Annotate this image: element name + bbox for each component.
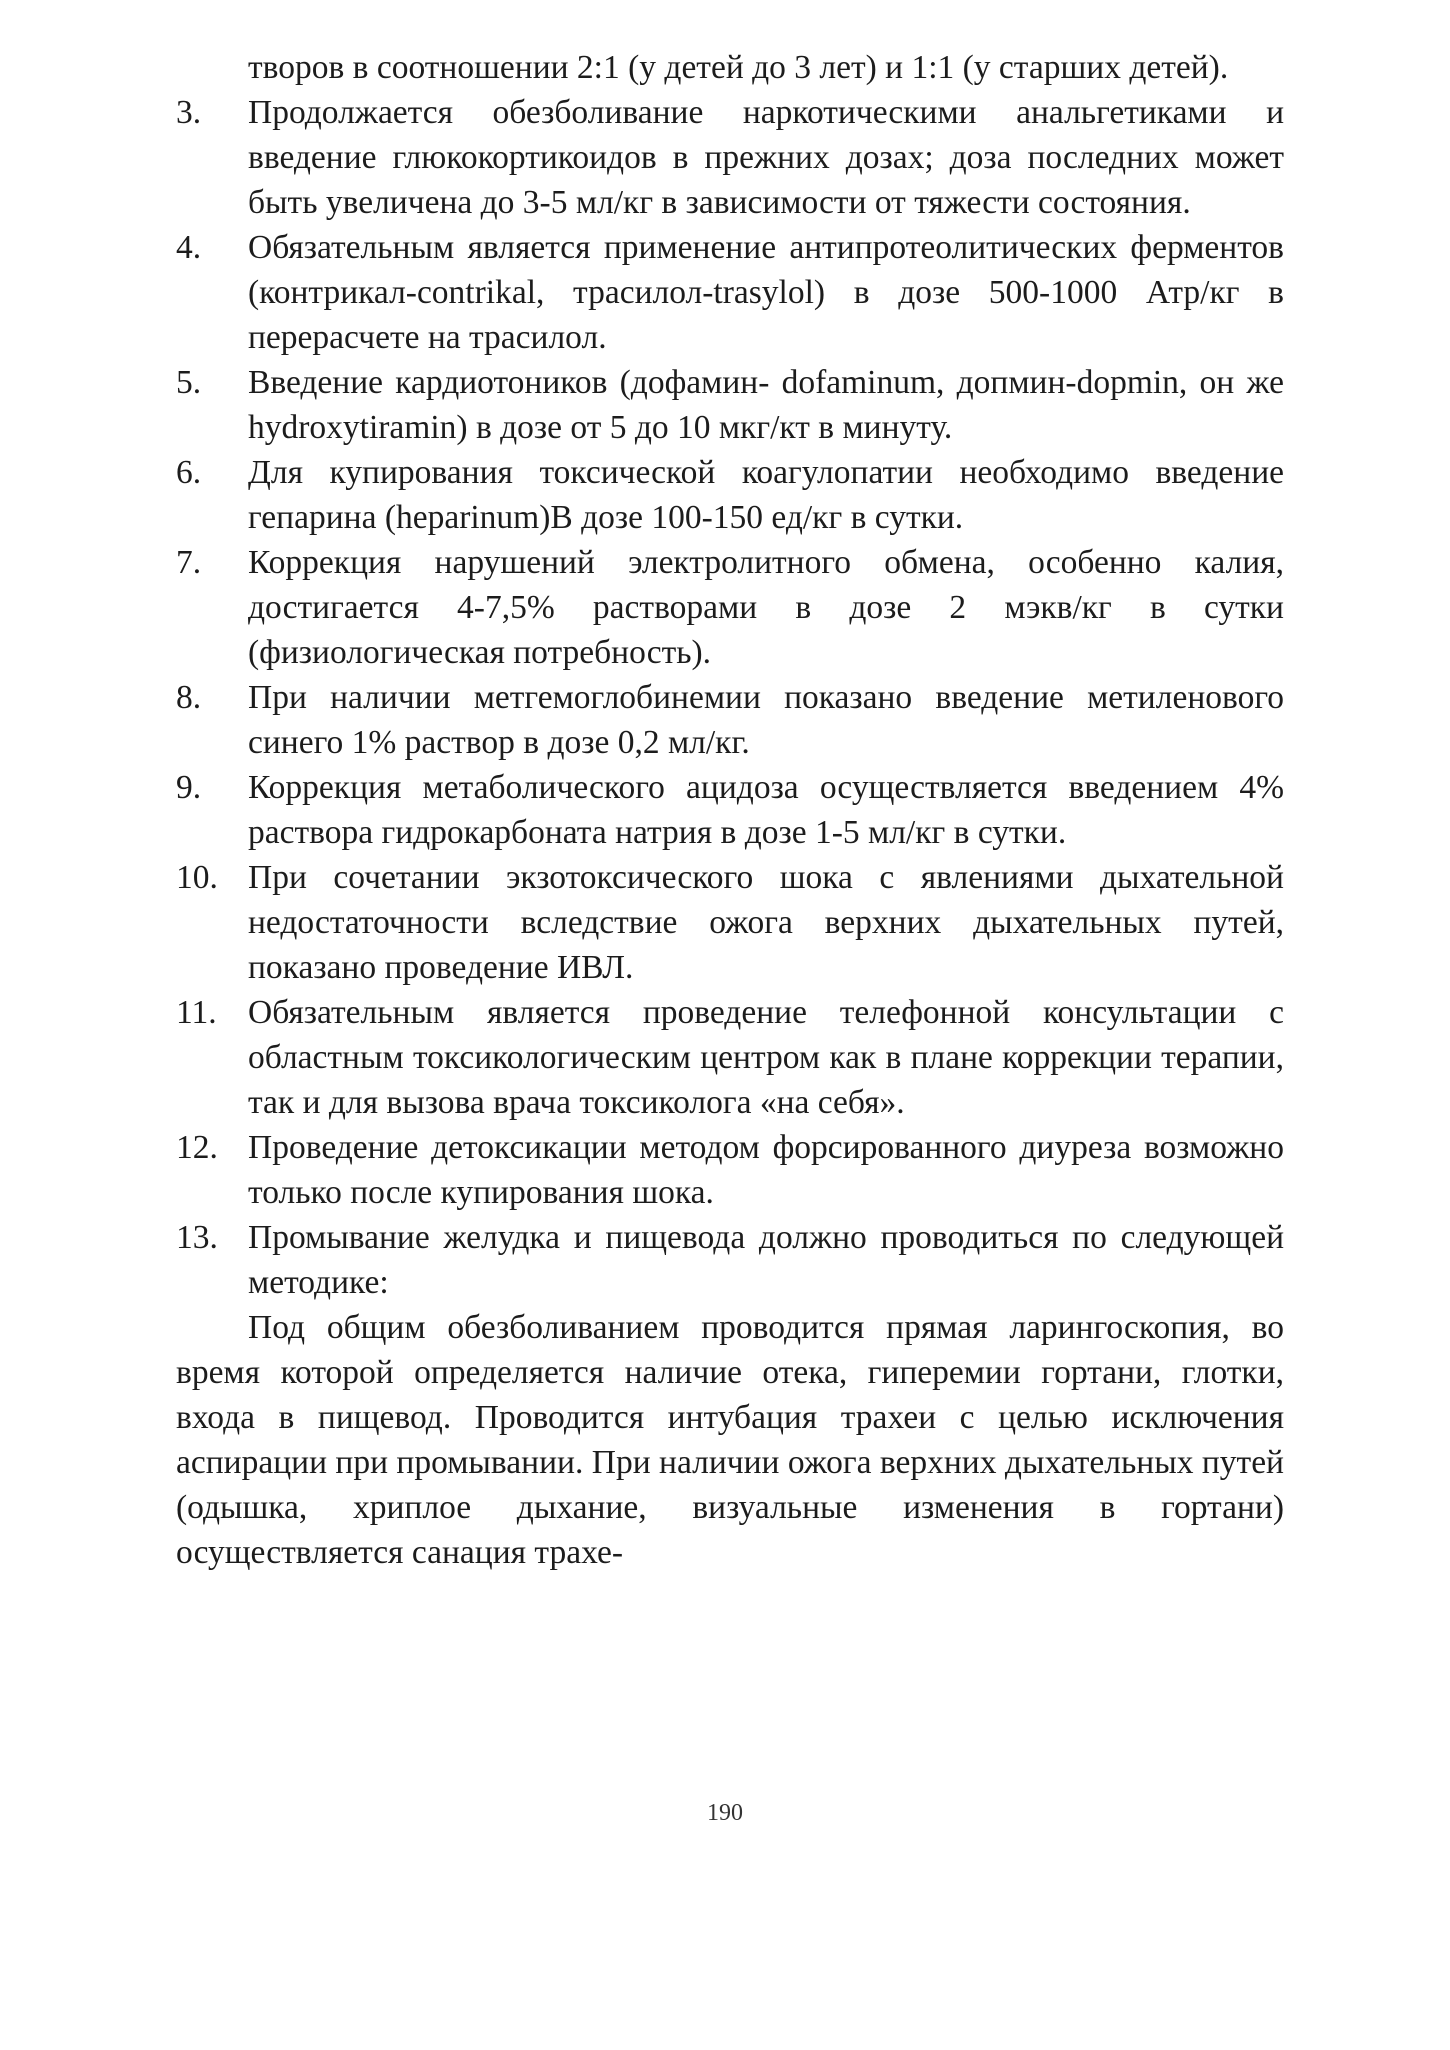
item-text: Обязательным является применение антипротеолитических ферментов (контрикал-contrikal, трасилол-trasylol) в дозе 500-1000 Атр/кг в перерасчете на трасилол.: [248, 229, 1284, 356]
item-number: 6.: [176, 454, 202, 491]
item-number: 4.: [176, 229, 202, 266]
item-text: Промывание желудка и пищевода должно проводиться по следующей методике:: [248, 1219, 1284, 1301]
item-number: 13.: [176, 1219, 218, 1256]
list-item: [176, 360, 1284, 450]
item-number: 10.: [176, 859, 218, 896]
page-number: 190: [707, 1800, 743, 1826]
continuation-text: творов в соотношении 2:1 (у детей до 3 лет) и 1:1 (у старших детей).: [248, 49, 1229, 86]
item-number: 12.: [176, 1129, 218, 1166]
list-item: [176, 855, 1284, 990]
item-text: Введение кардиотоников (дофамин- dofaminum, допмин-dopmin, он же hydroxytiramin) в дозе от 5 до 10 мкг/кт в минуту.: [248, 364, 1284, 446]
item-text: Обязательным является проведение телефонной консультации с областным токсикологическим центром как в плане коррекции терапии, так и для вызова врача токсиколога «на себя».: [248, 994, 1284, 1121]
item-number: 11.: [176, 994, 217, 1031]
list-item: [176, 90, 1284, 225]
list-item: [176, 225, 1284, 360]
item-text: Коррекция нарушений электролитного обмена, особенно калия, достигается 4-7,5% растворами в дозе 2 мэкв/кг в сутки (физиологическая потребность).: [248, 544, 1284, 671]
item-number: 7.: [176, 544, 202, 581]
list-item: [176, 1215, 1284, 1305]
item-number: 8.: [176, 679, 202, 716]
item-number: 9.: [176, 769, 202, 806]
list-item: [176, 450, 1284, 540]
list-item: [176, 990, 1284, 1125]
body-paragraph: Под общим обезболиванием проводится прямая ларингоскопия, во время которой определяется наличие отека, гиперемии гортани, глотки, входа в пищевод. Проводится интубация трахеи с целью исключения аспирации при промывании. При наличии ожога верхних дыхательных путей (одышка, хриплое дыхание, визуальные изменения в гортани) осуществляется санация трахе-: [176, 1309, 1284, 1571]
list-item: [176, 1125, 1284, 1215]
item-text: Коррекция метаболического ацидоза осуществляется введением 4% раствора гидрокарбоната натрия в дозе 1-5 мл/кг в сутки.: [248, 769, 1284, 851]
list-item: [176, 765, 1284, 855]
item-number: 5.: [176, 364, 202, 401]
list-item: [176, 540, 1284, 675]
item-number: 3.: [176, 94, 202, 131]
item-text: Для купирования токсической коагулопатии необходимо введение гепарина (heparinum)B дозе 100-150 ед/кг в сутки.: [248, 454, 1284, 536]
item-text: При наличии метгемоглобинемии показано введение метиленового синего 1% раствор в дозе 0,2 мл/кг.: [248, 679, 1284, 761]
item-text: Продолжается обезболивание наркотическими анальгетиками и введение глюкокортикоидов в прежних дозах; доза последних может быть увеличена до 3-5 мл/кг в зависимости от тяжести состояния.: [248, 94, 1284, 221]
item-text: При сочетании экзотоксического шока с явлениями дыхательной недостаточности вследствие ожога верхних дыхательных путей, показано проведение ИВЛ.: [248, 859, 1284, 986]
list-item: [176, 675, 1284, 765]
page-text: [176, 45, 1284, 1575]
item-text: Проведение детоксикации методом форсированного диуреза возможно только после купирования шока.: [248, 1129, 1284, 1211]
